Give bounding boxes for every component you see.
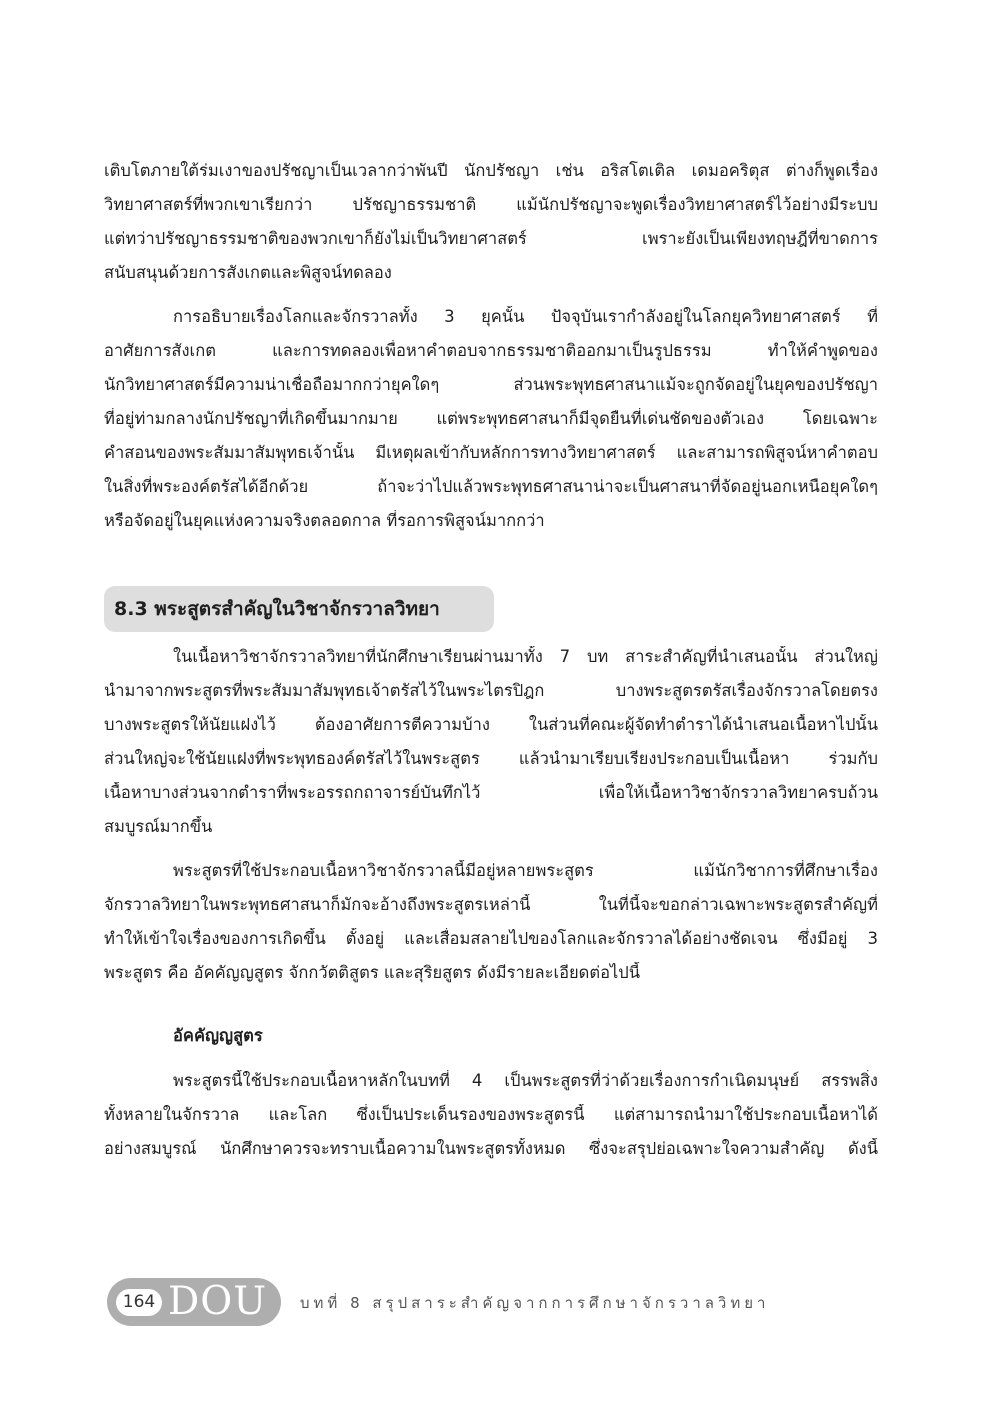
text-line: ในสิ่งที่พระองค์ตรัสได้อีกด้วย ถ้าจะว่าไปแล้วพระพุทธศาสนาน่าจะเป็นศาสนาที่จัดอยู่นอกเหนือยุคใดๆ: [104, 477, 878, 496]
dou-logo: DOU: [168, 1279, 268, 1324]
subsection-heading: อัคคัญญสูตร: [173, 1026, 263, 1045]
text-line: หรือจัดอยู่ในยุคแห่งความจริงตลอดกาล ที่รอการพิสูจน์มากกว่า: [104, 511, 545, 530]
text-line: นำมาจากพระสูตรที่พระสัมมาสัมพุทธเจ้าตรัสไว้ในพระไตรปิฎก บางพระสูตรตรัสเรื่องจักรวาลโดยตรง: [104, 681, 878, 700]
text-line: ในเนื้อหาวิชาจักรวาลวิทยาที่นักศึกษาเรียนผ่านมาทั้ง 7 บท สาระสำคัญที่นำเสนอนั้น ส่วนใหญ่: [173, 647, 878, 666]
text-line: ทำให้เข้าใจเรื่องของการเกิดขึ้น ตั้งอยู่ และเสื่อมสลายไปของโลกและจักรวาลได้อย่างชัดเจน ซึ่งมีอยู่ 3: [104, 929, 878, 948]
text-line: คำสอนของพระสัมมาสัมพุทธเจ้านั้น มีเหตุผลเข้ากับหลักการทางวิทยาศาสตร์ และสามารถพิสูจน์หาคำตอบ: [104, 443, 878, 462]
text-line: ที่อยู่ท่ามกลางนักปรัชญาที่เกิดขึ้นมากมาย แต่พระพุทธศาสนาก็มีจุดยืนที่เด่นชัดของตัวเอง โดยเฉพาะ: [104, 409, 878, 428]
page-number: 164: [116, 1289, 162, 1316]
text-line: อาศัยการสังเกต และการทดลองเพื่อหาคำตอบจากธรรมชาติออกมาเป็นรูปธรรม ทำให้คำพูดของ: [104, 341, 878, 360]
text-line: สมบูรณ์มากขึ้น: [104, 817, 213, 836]
text-line: วิทยาศาสตร์ที่พวกเขาเรียกว่า ปรัชญาธรรมชาติ แม้นักปรัชญาจะพูดเรื่องวิทยาศาสตร์ไว้อย่างมีระบบ: [104, 195, 878, 214]
text-line: สนับสนุนด้วยการสังเกตและพิสูจน์ทดลอง: [104, 263, 392, 282]
text-line: นักวิทยาศาสตร์มีความน่าเชื่อถือมากกว่ายุคใดๆ ส่วนพระพุทธศาสนาแม้จะถูกจัดอยู่ในยุคของปรัชญา: [104, 375, 878, 394]
text-line: ส่วนใหญ่จะใช้นัยแฝงที่พระพุทธองค์ตรัสไว้ในพระสูตร แล้วนำมาเรียบเรียงประกอบเป็นเนื้อหา ร่วมกับ: [104, 749, 878, 768]
text-line: แต่ทว่าปรัชญาธรรมชาติของพวกเขาก็ยังไม่เป็นวิทยาศาสตร์ เพราะยังเป็นเพียงทฤษฎีที่ขาดการ: [104, 229, 878, 248]
section-heading: 8.3 พระสูตรสำคัญในวิชาจักรวาลวิทยา: [114, 598, 440, 620]
text-line: จักรวาลวิทยาในพระพุทธศาสนาก็มักจะอ้างถึงพระสูตรเหล่านี้ ในที่นี้จะขอกล่าวเฉพาะพระสูตรสำคัญที่: [104, 895, 878, 914]
text-line: ทั้งหลายในจักรวาล และโลก ซึ่งเป็นประเด็นรองของพระสูตรนี้ แต่สามารถนำมาใช้ประกอบเนื้อหาได้: [104, 1105, 878, 1124]
text-line: พระสูตรที่ใช้ประกอบเนื้อหาวิชาจักรวาลนี้มีอยู่หลายพระสูตร แม้นักวิชาการที่ศึกษาเรื่อง: [173, 861, 878, 880]
text-line: พระสูตร คือ อัคคัญญสูตร จักกวัตติสูตร และสุริยสูตร ดังมีรายละเอียดต่อไปนี้: [104, 963, 641, 982]
text-line: เติบโตภายใต้ร่มเงาของปรัชญาเป็นเวลากว่าพันปี นักปรัชญา เช่น อริสโตเติล เดมอคริตุส ต่างก็พูดเรื่อง: [104, 161, 878, 180]
text-line: เนื้อหาบางส่วนจากตำราที่พระอรรถกถาจารย์บันทึกไว้ เพื่อให้เนื้อหาวิชาจักรวาลวิทยาครบถ้วน: [104, 783, 878, 802]
text-line: บางพระสูตรให้นัยแฝงไว้ ต้องอาศัยการตีความบ้าง ในส่วนที่คณะผู้จัดทำตำราได้นำเสนอเนื้อหาไปนั้น: [104, 715, 878, 734]
text-line: อย่างสมบูรณ์ นักศึกษาควรจะทราบเนื้อความในพระสูตรทั้งหมด ซึ่งจะสรุปย่อเฉพาะใจความสำคัญ ดังนี้: [104, 1139, 878, 1158]
chapter-title: บทที่ 8 สรุปสาระสำคัญจากการศึกษาจักรวาลวิทยา: [300, 1294, 770, 1312]
text-line: พระสูตรนี้ใช้ประกอบเนื้อหาหลักในบทที่ 4 เป็นพระสูตรที่ว่าด้วยเรื่องการกำเนิดมนุษย์ สรรพสิ่ง: [173, 1071, 878, 1090]
text-line: การอธิบายเรื่องโลกและจักรวาลทั้ง 3 ยุคนั้น ปัจจุบันเรากำลังอยู่ในโลกยุควิทยาศาสตร์ ที่: [173, 307, 878, 326]
